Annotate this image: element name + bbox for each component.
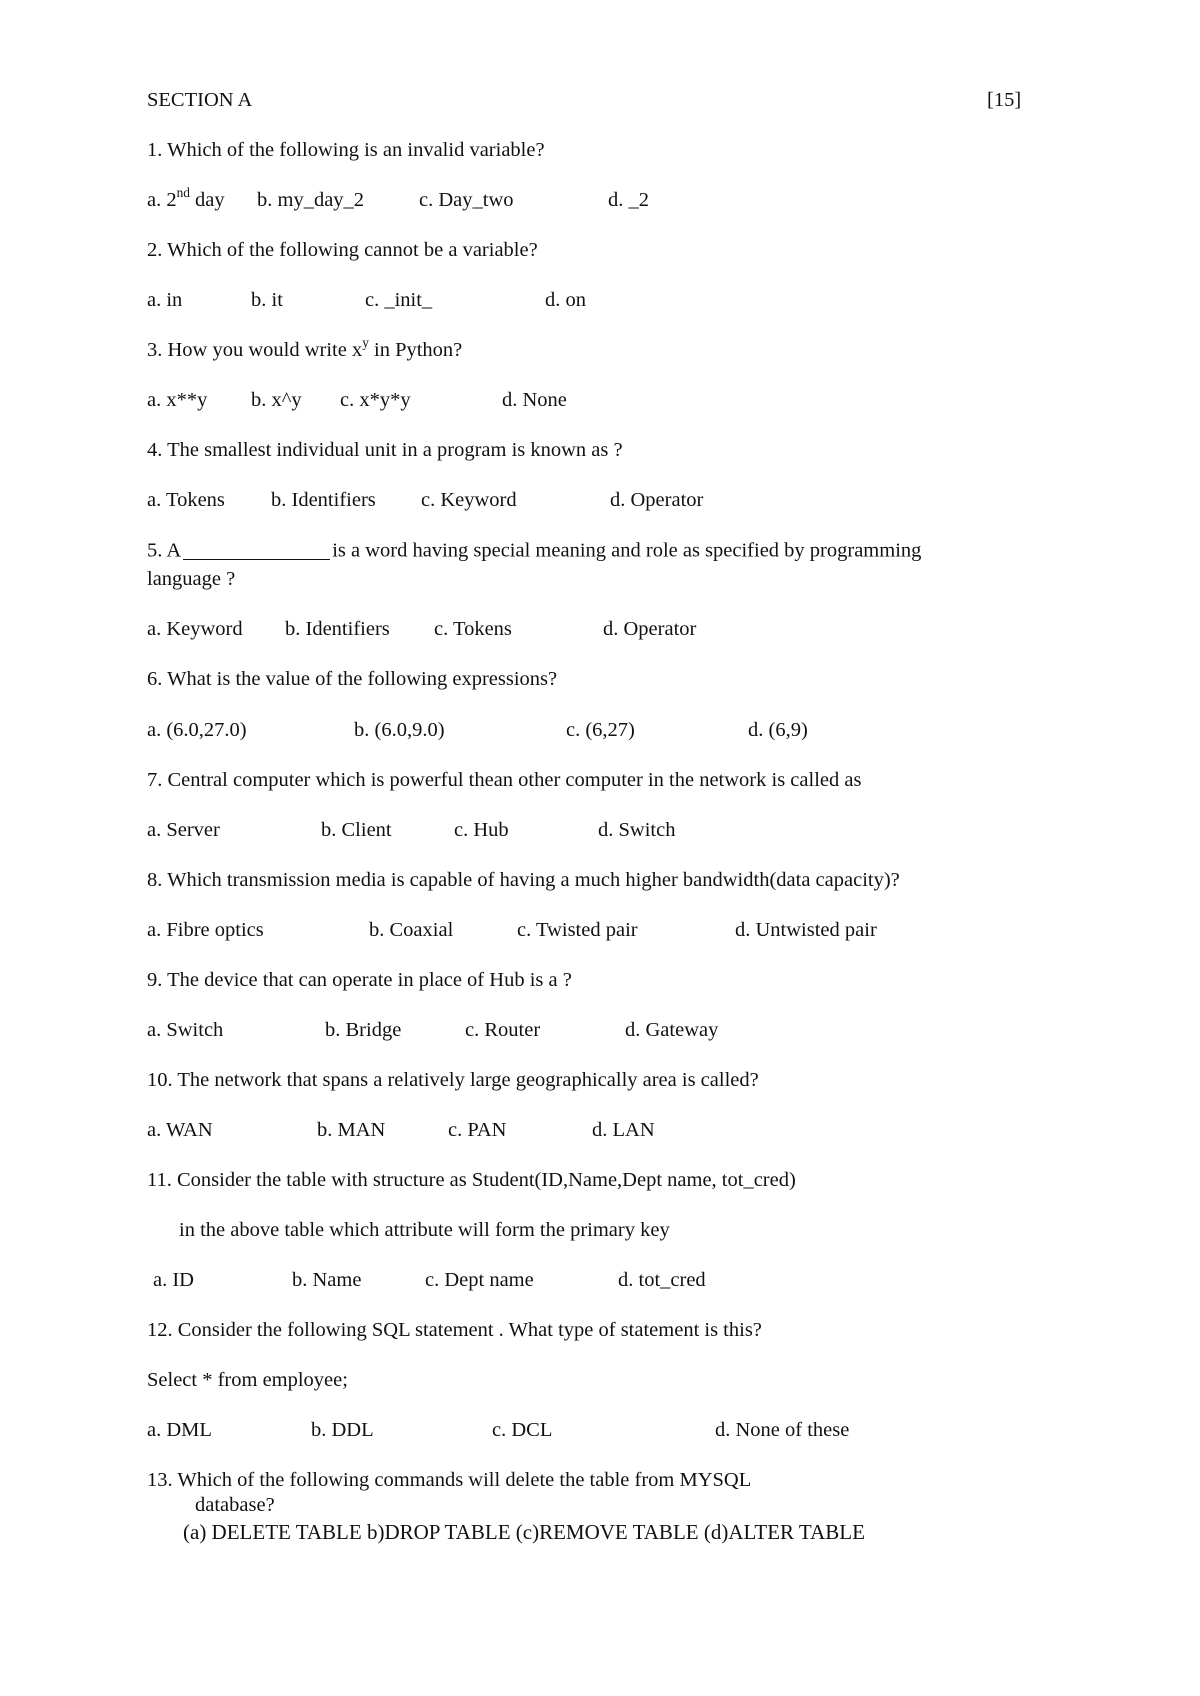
options-7 xyxy=(147,818,1047,844)
section-marks: [15] xyxy=(987,89,1022,111)
option-12b: b. DDL xyxy=(311,1419,374,1441)
question-5-continued: language ? xyxy=(147,568,236,590)
options-12 xyxy=(147,1418,1047,1444)
options-4 xyxy=(147,488,1047,514)
answer-blank xyxy=(183,538,330,560)
section-title: SECTION A xyxy=(147,89,253,111)
option-4c: c. Keyword xyxy=(421,489,517,511)
option-11a: a. ID xyxy=(153,1269,194,1291)
option-9d: d. Gateway xyxy=(625,1019,719,1041)
options-3 xyxy=(147,388,1047,414)
option-1b: b. my_day_2 xyxy=(257,189,365,211)
question-9: 9. The device that can operate in place of Hub is a ? xyxy=(147,969,572,991)
options-9 xyxy=(147,1018,1047,1044)
options-8 xyxy=(147,918,1047,944)
question-3: 3. How you would write $x^y$ in Python? xyxy=(147,334,463,361)
question-4: 4. The smallest individual unit in a program is known as ? xyxy=(147,439,623,461)
question-11: 11. Consider the table with structure as Student(ID,Name,Dept name, tot_cred) xyxy=(147,1169,796,1191)
option-6a: a. (6.0,27.0) xyxy=(147,719,247,741)
option-6b: b. (6.0,9.0) xyxy=(354,719,445,741)
option-7b: b. Client xyxy=(321,819,392,841)
option-4b: b. Identifiers xyxy=(271,489,376,511)
option-3a: a. x**y xyxy=(147,389,208,411)
options-10 xyxy=(147,1118,1047,1144)
option-3b: b. x^y xyxy=(251,389,302,411)
options-13: (a) DELETE TABLE b)DROP TABLE (c)REMOVE TABLE (d)ALTER TABLE xyxy=(183,1520,865,1544)
options-11 xyxy=(153,1268,1053,1294)
option-11b: b. Name xyxy=(292,1269,362,1291)
options-6 xyxy=(147,718,1047,744)
option-5a: a. Keyword xyxy=(147,618,243,640)
question-7: 7. Central computer which is powerful thean other computer in the network is called as xyxy=(147,769,862,791)
option-4d: d. Operator xyxy=(610,489,704,511)
option-2a: a. in xyxy=(147,289,183,311)
option-11c: c. Dept name xyxy=(425,1269,534,1291)
question-11-continued: in the above table which attribute will form the primary key xyxy=(179,1219,670,1241)
question-12: 12. Consider the following SQL statement . What type of statement is this? xyxy=(147,1319,762,1341)
question-2: 2. Which of the following cannot be a variable? xyxy=(147,239,538,261)
option-12c: c. DCL xyxy=(492,1419,553,1441)
sql-statement: Select * from employee; xyxy=(147,1369,348,1391)
option-1c: c. Day_two xyxy=(419,189,514,211)
option-3c: c. x*y*y xyxy=(340,389,411,411)
option-7a: a. Server xyxy=(147,819,220,841)
option-2d: d. on xyxy=(545,289,586,311)
option-9c: c. Router xyxy=(465,1019,541,1041)
option-9b: b. Bridge xyxy=(325,1019,402,1041)
option-6c: c. (6,27) xyxy=(566,719,635,741)
option-3d: d. None xyxy=(502,389,567,411)
option-2c: c. _init_ xyxy=(365,289,433,311)
option-10d: d. LAN xyxy=(592,1119,655,1141)
option-1a: a. 2nd day xyxy=(147,184,225,211)
options-1 xyxy=(147,184,1047,214)
question-8: 8. Which transmission media is capable of having a much higher bandwidth(data capacity)? xyxy=(147,869,900,891)
option-8a: a. Fibre optics xyxy=(147,919,264,941)
option-7c: c. Hub xyxy=(454,819,509,841)
option-12a: a. DML xyxy=(147,1419,212,1441)
option-8c: c. Twisted pair xyxy=(517,919,638,941)
option-5c: c. Tokens xyxy=(434,618,512,640)
option-1d: d. _2 xyxy=(608,189,649,211)
question-6: 6. What is the value of the following expressions? xyxy=(147,668,558,690)
question-10: 10. The network that spans a relatively large geographically area is called? xyxy=(147,1069,759,1091)
options-2 xyxy=(147,288,1047,314)
option-6d: d. (6,9) xyxy=(748,719,808,741)
option-9a: a. Switch xyxy=(147,1019,224,1041)
option-5d: d. Operator xyxy=(603,618,697,640)
option-10b: b. MAN xyxy=(317,1119,386,1141)
question-1: 1. Which of the following is an invalid variable? xyxy=(147,139,545,161)
option-8b: b. Coaxial xyxy=(369,919,454,941)
option-11d: d. tot_cred xyxy=(618,1269,706,1291)
question-13: 13. Which of the following commands will delete the table from MYSQL xyxy=(147,1469,752,1491)
options-5 xyxy=(147,617,1047,643)
option-4a: a. Tokens xyxy=(147,489,225,511)
option-12d: d. None of these xyxy=(715,1419,850,1441)
option-10c: c. PAN xyxy=(448,1119,507,1141)
option-10a: a. WAN xyxy=(147,1119,213,1141)
option-5b: b. Identifiers xyxy=(285,618,390,640)
question-5: 5. A is a word having special meaning and role as specified by programming xyxy=(147,539,922,562)
option-8d: d. Untwisted pair xyxy=(735,919,877,941)
option-7d: d. Switch xyxy=(598,819,676,841)
option-2b: b. it xyxy=(251,289,283,311)
question-13-continued: database? xyxy=(195,1494,275,1516)
